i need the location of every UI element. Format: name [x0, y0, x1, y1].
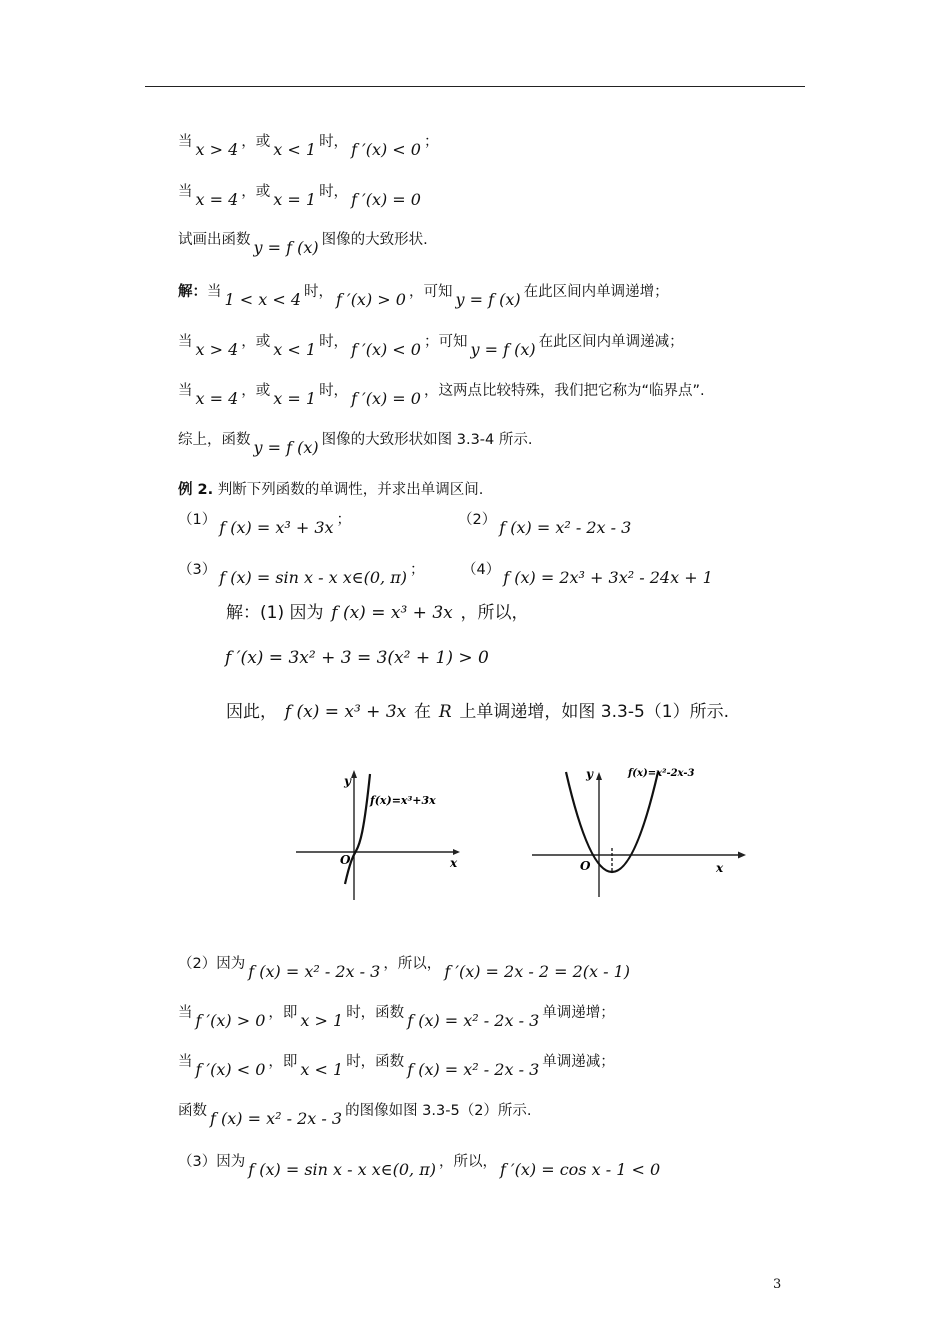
text-run: ，可知 — [408, 284, 453, 300]
math-expr: x < 1 — [273, 340, 317, 359]
text-run: 试画出函数 — [178, 232, 251, 248]
text-run: 判断下列函数的单调性，并求出单调区间. — [213, 482, 484, 498]
text-run: 当 — [178, 134, 193, 150]
graph1-x-label: x — [450, 856, 458, 870]
graph2-x-label: x — [716, 861, 724, 875]
solution1-R: R — [438, 702, 452, 722]
exercise-expr: f (x) = x² - 2x - 3 — [499, 518, 632, 537]
math-expr: f ′(x) < 0 — [351, 140, 421, 159]
math-expr: f (x) = x² - 2x - 3 — [248, 962, 381, 981]
math-expr: x > 4 — [195, 340, 239, 359]
math-expr: f ′(x) > 0 — [195, 1011, 266, 1030]
lines2-line-1 — [178, 1001, 615, 1030]
math-expr: y = f (x) — [455, 290, 521, 309]
text-run: 时， — [319, 334, 349, 350]
math-expr: x > 4 — [195, 140, 239, 159]
text-run: （2）因为 — [178, 956, 246, 972]
text-run: 在此区间内单调递减； — [538, 334, 684, 350]
text-run: 在此区间内单调递增； — [523, 284, 669, 300]
solution1-expr: f (x) = x³ + 3x — [331, 603, 453, 623]
math-expr: x < 1 — [300, 1060, 344, 1079]
math-expr: f ′(x) = cos x - 1 < 0 — [499, 1160, 661, 1179]
exercise-expr: f (x) = x³ + 3x — [219, 518, 334, 537]
solution1-line2 — [222, 648, 492, 668]
math-expr: f (x) = sin x - x x∈(0, π) — [248, 1160, 436, 1179]
solution1-conclusion: 上单调递增，如图 3.3-5（1）所示. — [459, 702, 730, 722]
solution1-suffix: ，所以， — [460, 603, 529, 623]
exercise-item-1 — [178, 508, 352, 537]
math-expr: f ′(x) < 0 — [351, 340, 421, 359]
lines-line-3 — [178, 280, 669, 309]
lines-line-7 — [178, 478, 483, 499]
math-expr: y = f (x) — [253, 238, 319, 257]
text-run: 当 — [178, 383, 193, 399]
graph2-origin: O — [580, 859, 591, 873]
graph-2 — [532, 767, 746, 897]
text-run: ，或 — [241, 334, 271, 350]
text-run: 图像的大致形状. — [321, 232, 428, 248]
text-run: 当 — [178, 184, 193, 200]
text-run: ； — [423, 134, 439, 150]
graph2-y-arrow — [596, 772, 602, 780]
text-run: ，所以， — [438, 1154, 497, 1170]
text-run: 时， — [319, 383, 349, 399]
text-run: 时， — [319, 134, 349, 150]
solution1-derivative: f ′(x) = 3x² + 3 = 3(x² + 1) > 0 — [225, 648, 489, 668]
exercise-item-3 — [178, 558, 425, 587]
text-run: ，或 — [241, 383, 271, 399]
math-expr: f ′(x) = 0 — [351, 389, 421, 408]
lines2-line-0 — [178, 952, 633, 981]
graph2-curve — [566, 772, 658, 872]
text-run: ，这两点比较特殊，我们把它称为“临界点”. — [423, 383, 705, 399]
exercise-num: （1） — [178, 512, 217, 528]
math-expr: x < 1 — [273, 140, 317, 159]
math-expr: x = 4 — [195, 389, 239, 408]
text-run: 当 — [178, 1005, 193, 1021]
text-run: 时，函数 — [346, 1054, 405, 1070]
math-expr: f (x) = x² - 2x - 3 — [407, 1060, 540, 1079]
figure-3-3-5 — [290, 752, 760, 902]
solution1-therefore: 因此， — [226, 702, 277, 722]
graph-1 — [296, 770, 460, 900]
math-expr: x = 4 — [195, 190, 239, 209]
text-run: 单调递增； — [542, 1005, 615, 1021]
math-expr: f (x) = x² - 2x - 3 — [407, 1011, 540, 1030]
graph1-origin: O — [340, 853, 351, 867]
lines-line-6 — [178, 428, 533, 457]
header-rule — [145, 86, 805, 87]
graph2-x-arrow — [738, 852, 746, 859]
page-number: 3 — [773, 1277, 782, 1292]
exercise-num: （3） — [178, 562, 217, 578]
text-run: 图像的大致形状如图 3.3-4 所示. — [321, 432, 533, 448]
text-run: 当 — [178, 334, 193, 350]
math-expr: x = 1 — [273, 389, 317, 408]
math-expr: f (x) = x² - 2x - 3 — [210, 1109, 343, 1128]
lines-line-5 — [178, 379, 705, 408]
text-run: ；可知 — [423, 334, 468, 350]
solution1-line1 — [226, 598, 529, 623]
lines-line-4 — [178, 330, 684, 359]
text-run: 解： — [178, 284, 207, 300]
text-run: 时，函数 — [346, 1005, 405, 1021]
text-run: ，即 — [268, 1054, 298, 1070]
lines-line-1 — [178, 180, 424, 209]
graph1-y-label: y — [344, 774, 351, 788]
exercise-num: （2） — [458, 512, 497, 528]
math-expr: y = f (x) — [253, 438, 319, 457]
lines-line-0 — [178, 130, 439, 159]
math-expr: f ′(x) < 0 — [195, 1060, 266, 1079]
text-run: ，所以， — [383, 956, 442, 972]
graph1-x-arrow — [453, 849, 460, 855]
text-run: 的图像如图 3.3-5（2）所示. — [345, 1103, 532, 1119]
text-run: 时， — [319, 184, 349, 200]
graph1-func-label: f(x)=x³+3x — [370, 794, 436, 807]
math-expr: x = 1 — [273, 190, 317, 209]
lines-line-2 — [178, 228, 428, 257]
text-run: 时， — [304, 284, 334, 300]
text-run: 单调递减； — [542, 1054, 615, 1070]
exercise-item-4 — [462, 558, 716, 587]
exercise-expr: f (x) = 2x³ + 3x² - 24x + 1 — [503, 568, 713, 587]
math-expr: f ′(x) = 2x - 2 = 2(x - 1) — [444, 962, 631, 981]
exercise-expr: f (x) = sin x - x x∈(0, π) — [219, 568, 407, 587]
math-expr: f ′(x) > 0 — [336, 290, 406, 309]
text-run: 当 — [178, 1054, 193, 1070]
math-expr: 1 < x < 4 — [224, 290, 302, 309]
math-expr: f ′(x) = 0 — [351, 190, 421, 209]
graph2-func-label: f(x)=x²-2x-3 — [628, 768, 695, 779]
solution1-expr2: f (x) = x³ + 3x — [284, 702, 407, 722]
text-run: （3）因为 — [178, 1154, 246, 1170]
solution1-intro: 解：(1) 因为 — [226, 603, 324, 623]
exercise-item-2 — [458, 508, 634, 537]
exercise-end: ； — [409, 562, 425, 578]
solution1-on: 在 — [414, 702, 432, 722]
graph1-curve — [345, 774, 370, 884]
text-run: 函数 — [178, 1103, 207, 1119]
solution1-line3 — [226, 697, 729, 722]
text-run: ，或 — [241, 134, 271, 150]
lines2-line-3 — [178, 1099, 532, 1128]
math-expr: y = f (x) — [470, 340, 536, 359]
text-run: ，或 — [241, 184, 271, 200]
graph2-y-label: y — [586, 767, 593, 781]
graph1-y-arrow — [351, 770, 357, 778]
exercise-end: ； — [336, 512, 352, 528]
math-expr: x > 1 — [300, 1011, 344, 1030]
text-run: ，即 — [268, 1005, 298, 1021]
text-run: 当 — [207, 284, 222, 300]
text-run: 综上，函数 — [178, 432, 251, 448]
exercise-num: （4） — [462, 562, 501, 578]
lines2-line-4 — [178, 1150, 663, 1179]
text-run: 例 2. — [178, 482, 214, 498]
lines2-line-2 — [178, 1050, 615, 1079]
